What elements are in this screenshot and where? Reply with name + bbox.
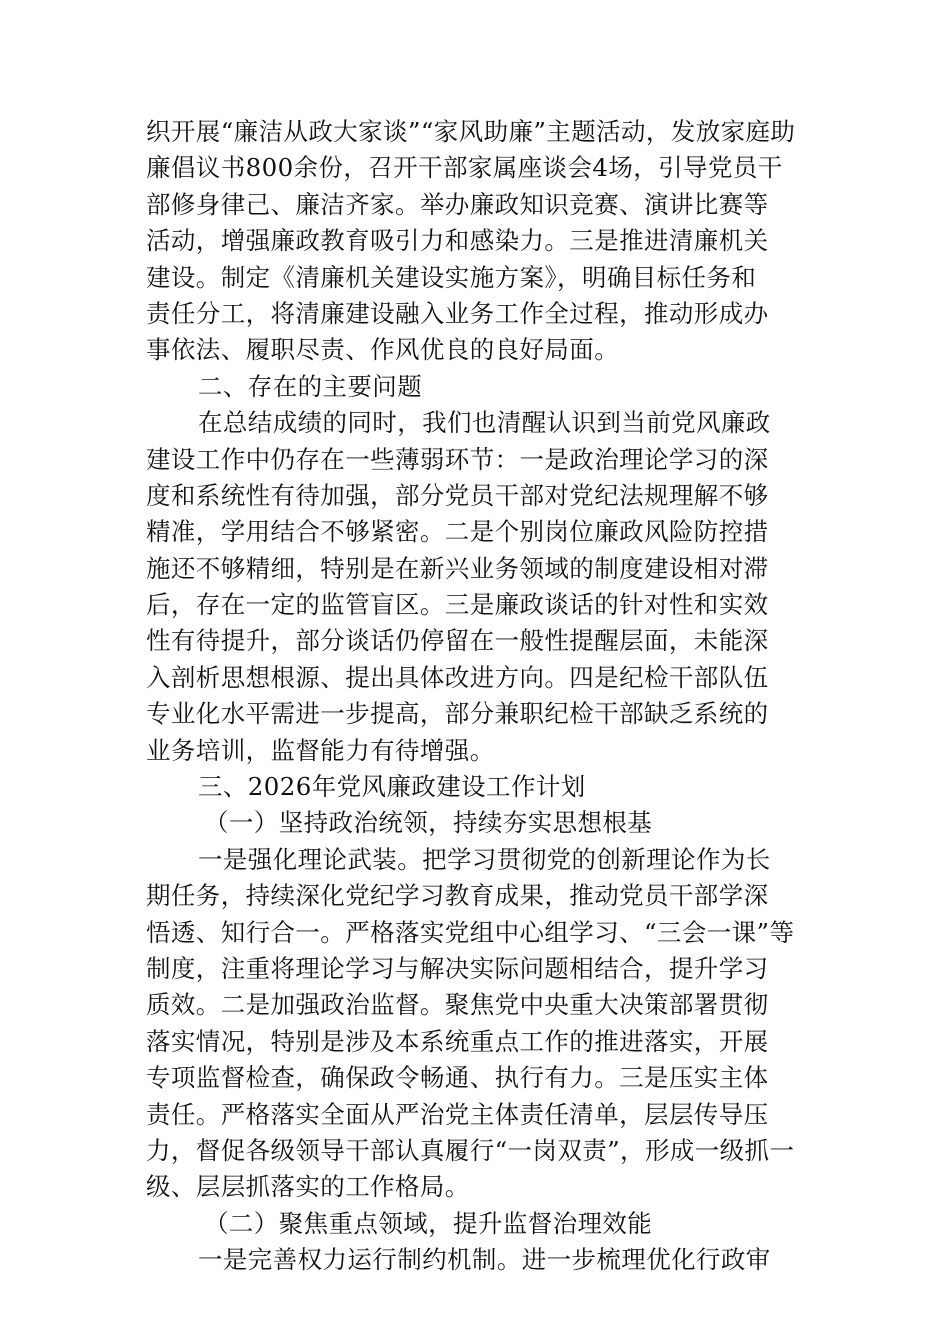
body-line: 度和系统性有待加强，部分党员干部对党纪法规理解不够 — [146, 480, 769, 510]
body-line: 责任。严格落实全面从严治党主体责任清单，层层传导压 — [146, 1099, 769, 1129]
body-line: 事依法、履职尽责、作风优良的良好局面。 — [146, 335, 620, 365]
body-line: 专业化水平需进一步提高，部分兼职纪检干部缺乏系统的 — [146, 699, 769, 729]
subsection-heading: （一）坚持政治统领，持续夯实思想根基 — [204, 808, 653, 838]
paragraph-first-line: 在总结成绩的同时，我们也清醒认识到当前党风廉政 — [198, 408, 771, 438]
body-line: 落实情况，特别是涉及本系统重点工作的推进落实，开展 — [146, 1026, 769, 1056]
body-line: 力，督促各级领导干部认真履行“一岗双责”，形成一级抓一 — [146, 1135, 795, 1165]
body-line: 活动，增强廉政教育吸引力和感染力。三是推进清廉机关 — [146, 226, 769, 256]
body-line: 施还不够精细，特别是在新兴业务领域的制度建设相对滞 — [146, 553, 769, 583]
paragraph-first-line: 一是完善权力运行制约机制。进一步梳理优化行政审 — [198, 1245, 771, 1275]
body-line: 后，存在一定的监管盲区。三是廉政谈话的针对性和实效 — [146, 590, 769, 620]
body-line: 业务培训，监督能力有待增强。 — [146, 735, 495, 765]
body-line: 责任分工，将清廉建设融入业务工作全过程，推动形成办 — [146, 298, 769, 328]
body-line: 精准，学用结合不够紧密。二是个别岗位廉政风险防控措 — [146, 517, 769, 547]
body-line: 廉倡议书800余份，召开干部家属座谈会4场，引导党员干 — [146, 153, 783, 183]
subsection-heading: （二）聚焦重点领域，提升监督治理效能 — [204, 1208, 653, 1238]
paragraph-first-line: 一是强化理论武装。把学习贯彻党的创新理论作为长 — [198, 844, 771, 874]
body-line: 质效。二是加强政治监督。聚焦党中央重大决策部署贯彻 — [146, 990, 769, 1020]
body-line: 制度，注重将理论学习与解决实际问题相结合，提升学习 — [146, 953, 769, 983]
body-line: 建设工作中仍存在一些薄弱环节：一是政治理论学习的深 — [146, 444, 769, 474]
body-line: 级、层层抓落实的工作格局。 — [146, 1172, 470, 1202]
body-line: 部修身律己、廉洁齐家。举办廉政知识竞赛、演讲比赛等 — [146, 189, 769, 219]
body-line: 建设。制定《清廉机关建设实施方案》，明确目标任务和 — [146, 262, 757, 292]
body-line: 入剖析思想根源、提出具体改进方向。四是纪检干部队伍 — [146, 662, 769, 692]
section-heading: 三、2026年党风廉政建设工作计划 — [198, 772, 586, 802]
body-line: 织开展“廉洁从政大家谈”“家风助廉”主题活动，发放家庭助 — [146, 117, 796, 146]
document-page — [146, 114, 806, 1279]
section-heading: 二、存在的主要问题 — [198, 371, 423, 401]
body-line: 悟透、知行合一。严格落实党组中心组学习、“三会一课”等 — [146, 917, 795, 947]
body-line: 性有待提升，部分谈话仍停留在一般性提醒层面，未能深 — [146, 626, 769, 656]
body-line: 期任务，持续深化党纪学习教育成果，推动党员干部学深 — [146, 881, 769, 911]
body-line: 专项监督检查，确保政令畅通、执行有力。三是压实主体 — [146, 1063, 769, 1093]
